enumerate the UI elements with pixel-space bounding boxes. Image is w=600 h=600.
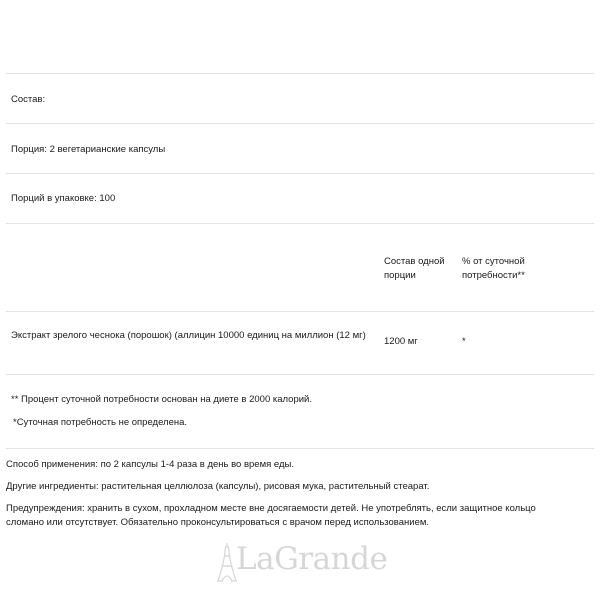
usage-instructions: Способ применения: по 2 капсулы 1-4 раза в день во время еды. xyxy=(6,459,294,470)
lagrande-watermark xyxy=(216,538,388,582)
ingredient-name: Экстракт зрелого чеснока (порошок) (аллицин 10000 единиц на миллион (12 мг) xyxy=(11,330,366,341)
watermark-text: LaGrande xyxy=(236,541,388,577)
footnote-daily-value-basis: ** Процент суточной потребности основан на диете в 2000 калорий. xyxy=(11,394,312,405)
supplement-facts-table xyxy=(6,73,594,449)
table-header-row xyxy=(6,223,594,311)
eiffel-tower-icon xyxy=(216,542,238,582)
column-header-amount: Состав одной порции xyxy=(384,256,445,281)
footnote-not-established: *Суточная потребность не определена. xyxy=(13,417,188,428)
table-footnotes-row xyxy=(6,374,594,449)
other-ingredients: Другие ингредиенты: растительная целлюлоза (капсулы), рисовая мука, растительный стеарат. xyxy=(6,481,430,492)
warnings-text: Предупреждения: хранить в сухом, прохладном месте вне досягаемости детей. Не употреблять, если защитное кольцо сломано или отсутствует. Обязательно проконсультироваться с врачом перед использованием. xyxy=(6,503,536,528)
table-row-title xyxy=(6,73,594,123)
serving-size-text: Порция: 2 вегетарианские капсулы xyxy=(11,144,166,155)
supplement-facts-title: Состав: xyxy=(11,94,46,105)
table-row-ingredient xyxy=(6,311,594,374)
ingredient-daily-value: * xyxy=(462,336,466,347)
servings-per-container-text: Порций в упаковке: 100 xyxy=(11,193,116,204)
column-header-daily-value: % от суточной потребности** xyxy=(462,256,525,281)
ingredient-amount: 1200 мг xyxy=(384,336,418,347)
table-row-serving-size xyxy=(6,123,594,173)
table-row-servings-per-container xyxy=(6,173,594,223)
